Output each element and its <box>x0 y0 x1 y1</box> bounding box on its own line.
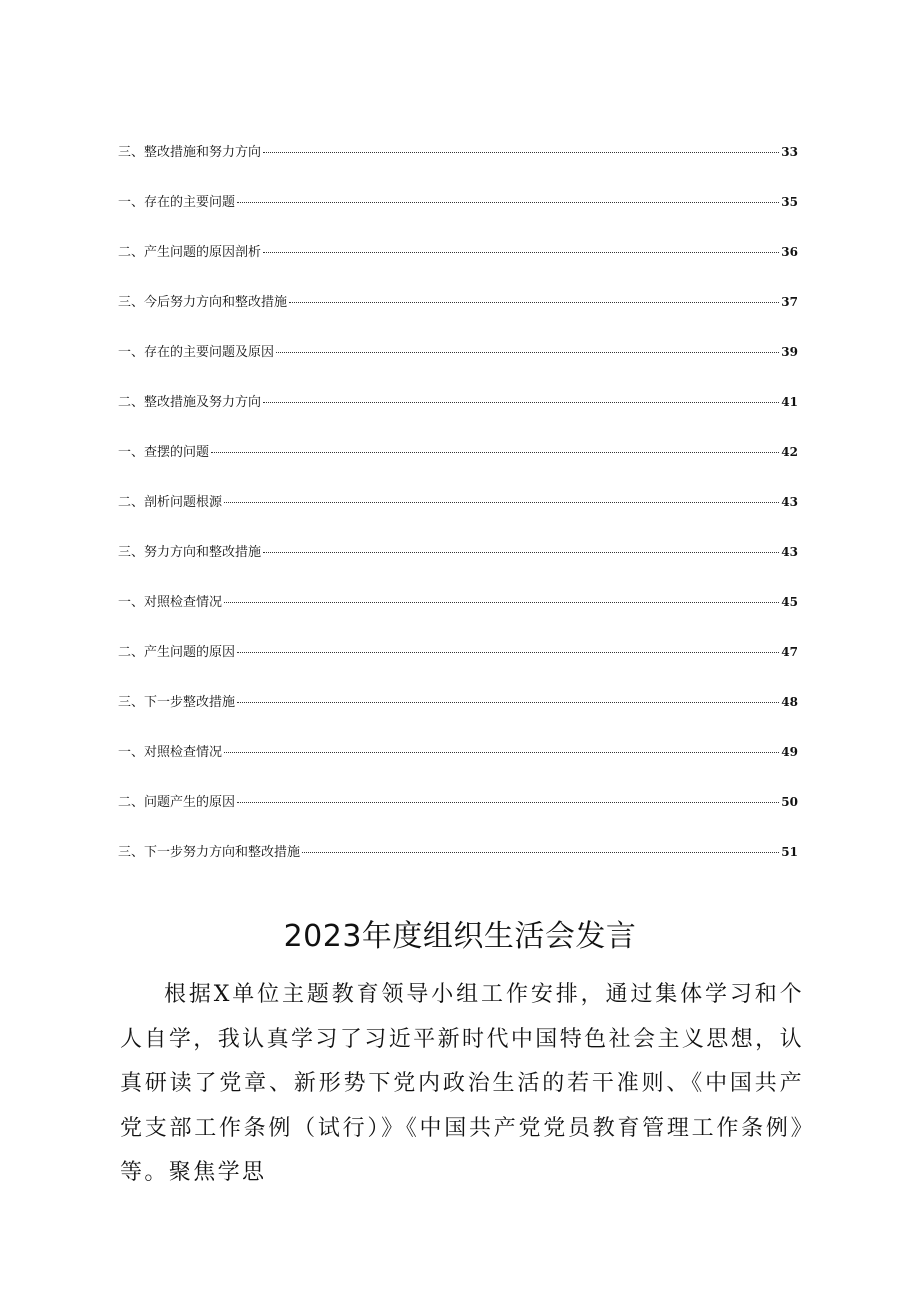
toc-entry-label: 三、下一步整改措施 <box>118 695 236 710</box>
toc-dot-leader <box>263 401 779 403</box>
toc-dot-leader <box>263 151 779 153</box>
toc-page-number: 39 <box>781 345 798 359</box>
toc-entry-label: 三、今后努力方向和整改措施 <box>118 295 288 310</box>
toc-dot-leader <box>224 751 779 753</box>
toc-page-number: 48 <box>781 695 798 709</box>
toc-entry[interactable] <box>118 841 798 891</box>
toc-dot-leader <box>237 651 779 653</box>
toc-page-number: 50 <box>781 795 798 809</box>
toc-entry[interactable] <box>118 141 798 191</box>
toc-page-number: 36 <box>781 245 798 259</box>
toc-entry-label: 三、下一步努力方向和整改措施 <box>118 845 301 860</box>
toc-entry-label: 二、问题产生的原因 <box>118 795 236 810</box>
toc-dot-leader <box>263 251 779 253</box>
toc-entry[interactable] <box>118 391 798 441</box>
toc-entry-label: 一、存在的主要问题及原因 <box>118 345 275 360</box>
toc-entry[interactable] <box>118 641 798 691</box>
toc-entry[interactable] <box>118 341 798 391</box>
toc-dot-leader <box>263 551 779 553</box>
toc-entry-label: 一、对照检查情况 <box>118 745 223 760</box>
toc-entry[interactable] <box>118 441 798 491</box>
toc-entry-label: 二、整改措施及努力方向 <box>118 395 262 410</box>
toc-dot-leader <box>289 301 779 303</box>
toc-page-number: 47 <box>781 645 798 659</box>
toc-dot-leader <box>237 201 779 203</box>
toc-entry[interactable] <box>118 541 798 591</box>
toc-dot-leader <box>237 801 779 803</box>
toc-entry-label: 二、产生问题的原因剖析 <box>118 245 262 260</box>
toc-entry[interactable] <box>118 491 798 541</box>
table-of-contents <box>118 141 798 891</box>
toc-dot-leader <box>224 601 779 603</box>
toc-entry-label: 三、努力方向和整改措施 <box>118 545 262 560</box>
toc-page-number: 45 <box>781 595 798 609</box>
toc-entry[interactable] <box>118 741 798 791</box>
toc-page-number: 49 <box>781 745 798 759</box>
toc-entry-label: 一、查摆的问题 <box>118 445 210 460</box>
toc-dot-leader <box>224 501 779 503</box>
toc-page-number: 42 <box>781 445 798 459</box>
toc-entry[interactable] <box>118 791 798 841</box>
toc-entry-label: 三、整改措施和努力方向 <box>118 145 262 160</box>
toc-page-number: 33 <box>781 145 798 159</box>
toc-page-number: 35 <box>781 195 798 209</box>
toc-dot-leader <box>302 851 779 853</box>
toc-entry[interactable] <box>118 291 798 341</box>
toc-page-number: 43 <box>781 495 798 509</box>
toc-entry-label: 二、剖析问题根源 <box>118 495 223 510</box>
toc-entry[interactable] <box>118 691 798 741</box>
toc-page-number: 51 <box>781 845 798 859</box>
toc-entry-label: 一、对照检查情况 <box>118 595 223 610</box>
toc-entry[interactable] <box>118 591 798 641</box>
toc-page-number: 41 <box>781 395 798 409</box>
toc-dot-leader <box>211 451 779 453</box>
toc-page-number: 43 <box>781 545 798 559</box>
toc-entry[interactable] <box>118 241 798 291</box>
toc-page-number: 37 <box>781 295 798 309</box>
toc-entry-label: 二、产生问题的原因 <box>118 645 236 660</box>
toc-entry-label: 一、存在的主要问题 <box>118 195 236 210</box>
toc-dot-leader <box>237 701 779 703</box>
toc-dot-leader <box>276 351 779 353</box>
toc-entry[interactable] <box>118 191 798 241</box>
document-title: 2023年度组织生活会发言 <box>283 919 637 954</box>
body-paragraph: 根据X单位主题教育领导小组工作安排，通过集体学习和个人自学，我认真学习了习近平新时代中国特色社会主义思想，认真研读了党章、新形势下党内政治生活的若干准则、《中国共产党支部工作条例（试行）》《中国共产党党员教育管理工作条例》等。聚焦学思 <box>120 982 804 1185</box>
